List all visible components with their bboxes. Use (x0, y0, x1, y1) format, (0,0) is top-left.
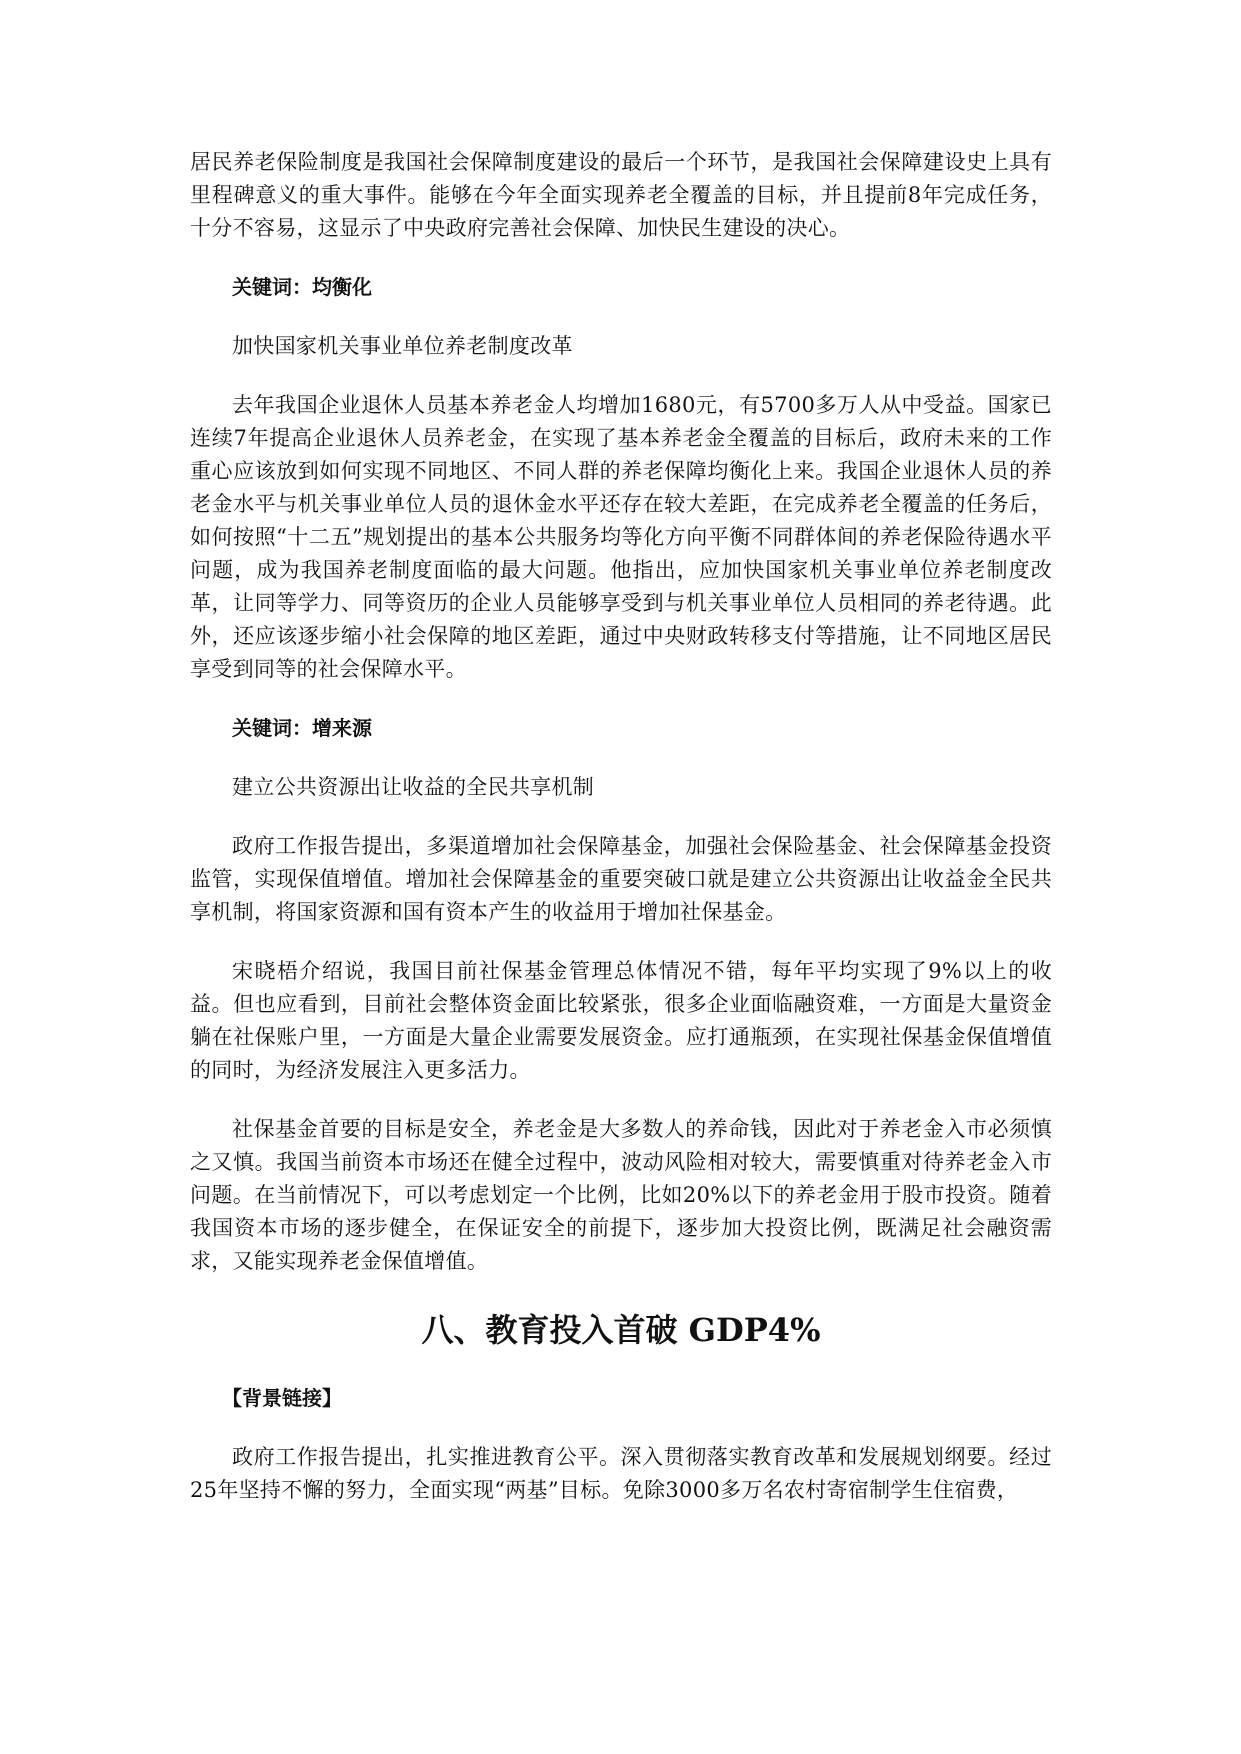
education-paragraph: 政府工作报告提出，扎实推进教育公平。深入贯彻落实教育改革和发展规划纲要。经过25年坚持不懈的努力，全面实现“两基”目标。免除3000多万名农村寄宿制学生住宿费， (190, 1445, 1052, 1502)
social-fund-paragraph: 政府工作报告提出，多渠道增加社会保障基金，加强社会保险基金、社会保障基金投资监管，实现保值增值。增加社会保障基金的重要突破口就是建立公共资源出让收益金全民共享机制，将国家资源和国有资本产生的收益用于增加社保基金。 (190, 834, 1052, 924)
section-title: 八、教育投入首破 GDP4% (421, 1311, 821, 1349)
background-link-label: 【背景链接】 (222, 1386, 342, 1410)
public-resource-subheading: 建立公共资源出让收益的全民共享机制 (232, 775, 595, 799)
document-page (190, 146, 1052, 1533)
pension-reform-subheading: 加快国家机关事业单位养老制度改革 (232, 334, 573, 358)
pension-balance-paragraph: 去年我国企业退休人员基本养老金人均增加1680元，有5700多万人从中受益。国家已连续7年提高企业退休人员养老金，在实现了基本养老金全覆盖的目标后，政府未来的工作重心应该放到如何实现不同地区、不同人群的养老保障均衡化上来。我国企业退休人员的养老金水平与机关事业单位人员的退休金水平还存在较大差距，在完成养老全覆盖的任务后，如何按照“十二五”规划提出的基本公共服务均等化方向平衡不同群体间的养老保险待遇水平问题，成为我国养老制度面临的最大问题。他指出，应加快国家机关事业单位养老制度改革，让同等学力、同等资历的企业人员能够享受到与机关事业单位人员相同的养老待遇。此外，还应该逐步缩小社会保障的地区差距，通过中央财政转移支付等措施，让不同地区居民享受到同等的社会保障水平。 (190, 393, 1052, 681)
fund-management-paragraph: 宋晓梧介绍说，我国目前社保基金管理总体情况不错，每年平均实现了9%以上的收益。但也应看到，目前社会整体资金面比较紧张，很多企业面临融资难，一方面是大量资金躺在社保账户里，一方面是大量企业需要发展资金。应打通瓶颈，在实现社保基金保值增值的同时，为经济发展注入更多活力。 (190, 959, 1052, 1082)
intro-paragraph: 居民养老保险制度是我国社会保障制度建设的最后一个环节，是我国社会保障建设史上具有里程碑意义的重大事件。能够在今年全面实现养老全覆盖的目标，并且提前8年完成任务，十分不容易，这显示了中央政府完善社会保障、加快民生建设的决心。 (190, 150, 1052, 240)
fund-safety-paragraph: 社保基金首要的目标是安全，养老金是大多数人的养命钱，因此对于养老金入市必须慎之又慎。我国当前资本市场还在健全过程中，波动风险相对较大，需要慎重对待养老金入市问题。在当前情况下，可以考虑划定一个比例，比如20%以下的养老金用于股市投资。随着我国资本市场的逐步健全，在保证安全的前提下，逐步加大投资比例，既满足社会融资需求，又能实现养老金保值增值。 (190, 1117, 1052, 1273)
keyword-balance-heading: 关键词：均衡化 (232, 275, 372, 299)
keyword-source-heading: 关键词：增来源 (232, 716, 372, 740)
